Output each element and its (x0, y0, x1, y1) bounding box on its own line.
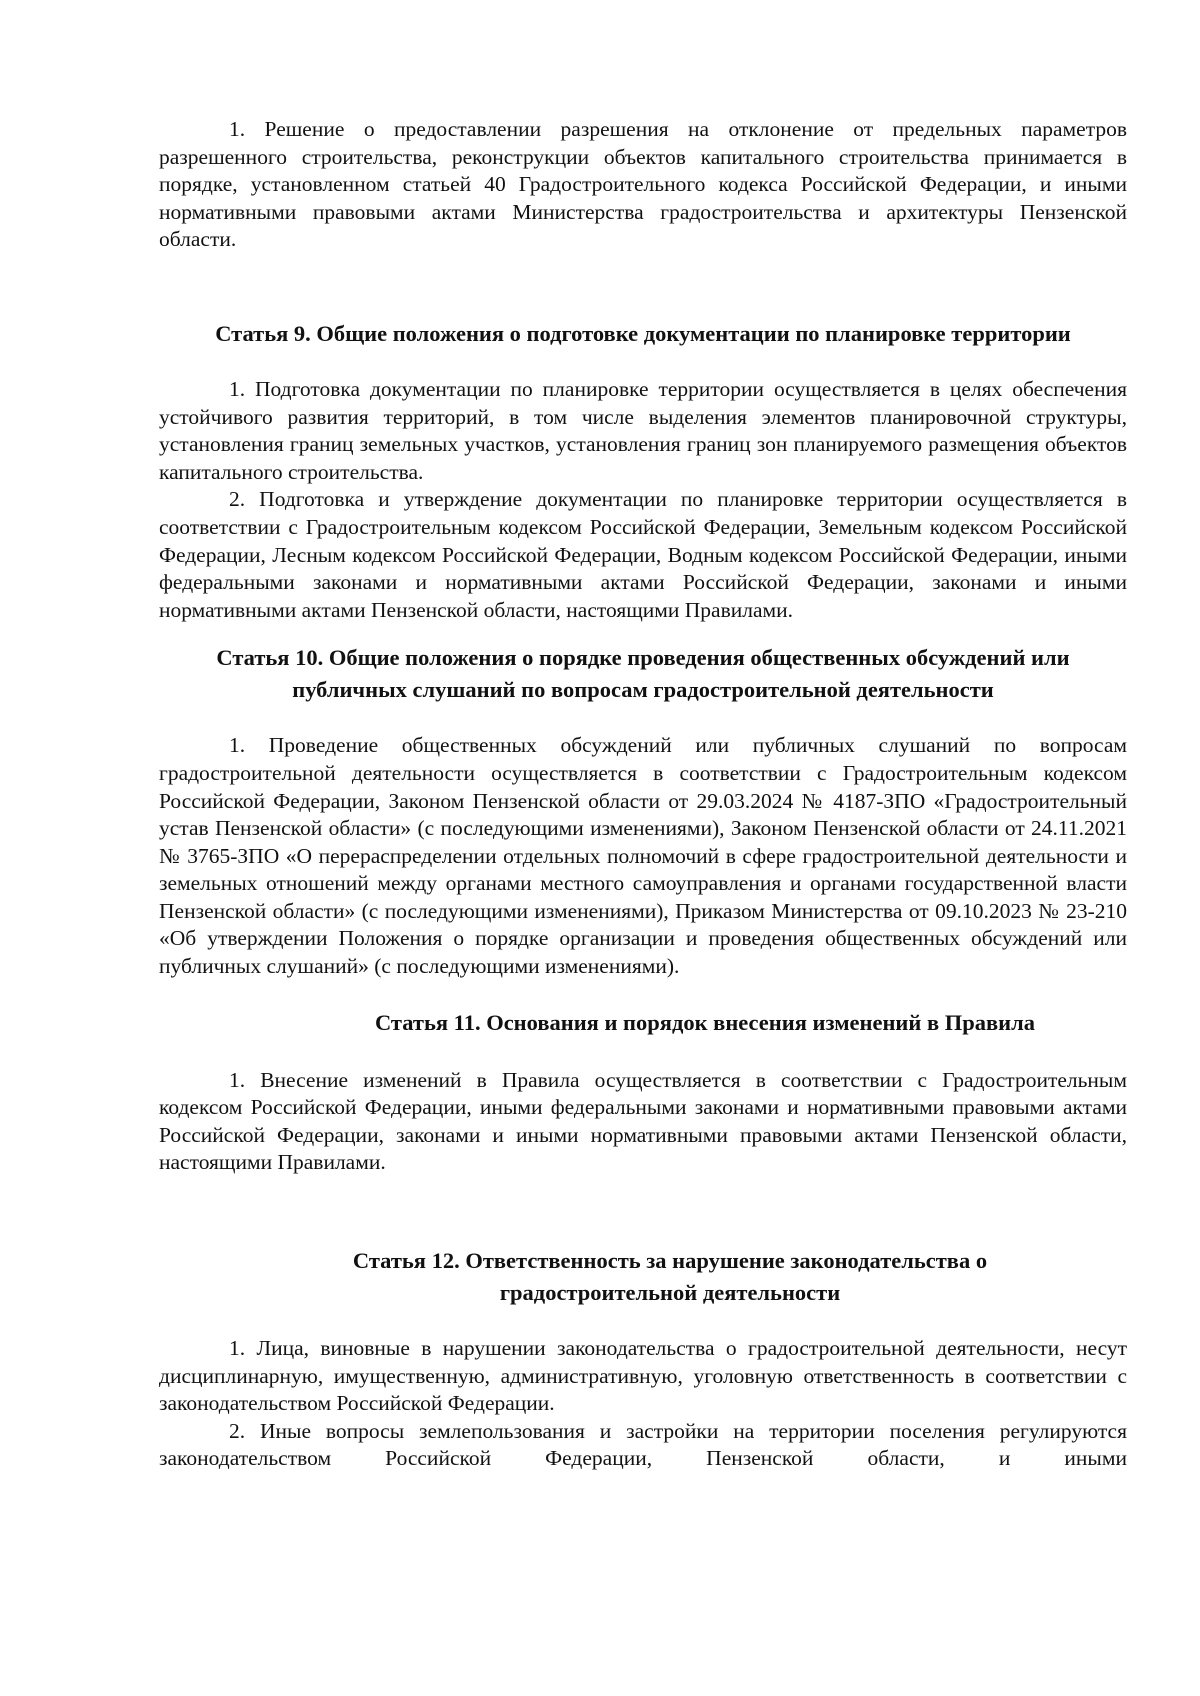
article-12-paragraph-1: 1. Лица, виновные в нарушении законодательства о градостроительной деятельности, несут дисциплинарную, имущественную, административную, уголовную ответственность в соответствии с законодательством Российской Федерации. (159, 1336, 1127, 1416)
article-9-heading: Статья 9. Общие положения о подготовке документации по планировке территории (215, 320, 1071, 346)
article-12-heading: Статья 12. Ответственность за нарушение законодательства о градостроительной деятельности (352, 1248, 988, 1306)
article-12-paragraph-2: 2. Иные вопросы землепользования и застройки на территории поселения регулируются законодательством Российской Федерации, Пензенской области, и иными (159, 1418, 1127, 1471)
article-10-paragraph-1: 1. Проведение общественных обсуждений или публичных слушаний по вопросам градостроительной деятельности осуществляется в соответствии с Градостроительным кодексом Российской Федерации, Законом Пензенской области от 29.03.2024 № 4187-ЗПО «Градостроительный устав Пензенской области» (с последующими изменениями), Законом Пензенской области от 24.11.2021 № 3765-ЗПО «О перераспределении отдельных полномочий в сфере градостроительной деятельности и земельных отношений между органами местного самоуправления и органами государственной власти Пензенской области» (с последующими изменениями), Приказом Министерства от 09.10.2023 № 23-210 «Об утверждении Положения о порядке организации и проведения общественных обсуждений или публичных слушаний» (с последующими изменениями). (159, 733, 1127, 979)
article-11-heading: Статья 11. Основания и порядок внесения изменений в Правила (374, 1009, 1036, 1035)
article-11-paragraph-1: 1. Внесение изменений в Правила осуществляется в соответствии с Градостроительным кодексом Российской Федерации, иными федеральными законами и нормативными правовыми актами Российской Федерации, законами и иными нормативными правовыми актами Пензенской области, настоящими Правилами. (159, 1067, 1127, 1175)
article-9-paragraph-1: 1. Подготовка документации по планировке территории осуществляется в целях обеспечения устойчивого развития территорий, в том числе выделения элементов планировочной структуры, установления границ земельных участков, установления границ зон планируемого размещения объектов капитального строительства. (159, 376, 1127, 484)
article-8-paragraph-1: 1. Решение о предоставлении разрешения на отклонение от предельных параметров разрешенного строительства, реконструкции объектов капитального строительства принимается в порядке, установленном статьей 40 Градостроительного кодекса Российской Федерации, и иными нормативными правовыми актами Министерства градостроительства и архитектуры Пензенской области. (159, 117, 1127, 252)
article-10-heading: Статья 10. Общие положения о порядке проведения общественных обсуждений или публичных слушаний по вопросам градостроительной деятельности (216, 645, 1070, 703)
article-9-paragraph-2: 2. Подготовка и утверждение документации по планировке территории осуществляется в соответствии с Градостроительным кодексом Российской Федерации, Земельным кодексом Российской Федерации, Лесным кодексом Российской Федерации, Водным кодексом Российской Федерации, иными федеральными законами и нормативными актами Российской Федерации, законами и иными нормативными актами Пензенской области, настоящими Правилами. (159, 487, 1127, 622)
document-body (159, 116, 1127, 1473)
